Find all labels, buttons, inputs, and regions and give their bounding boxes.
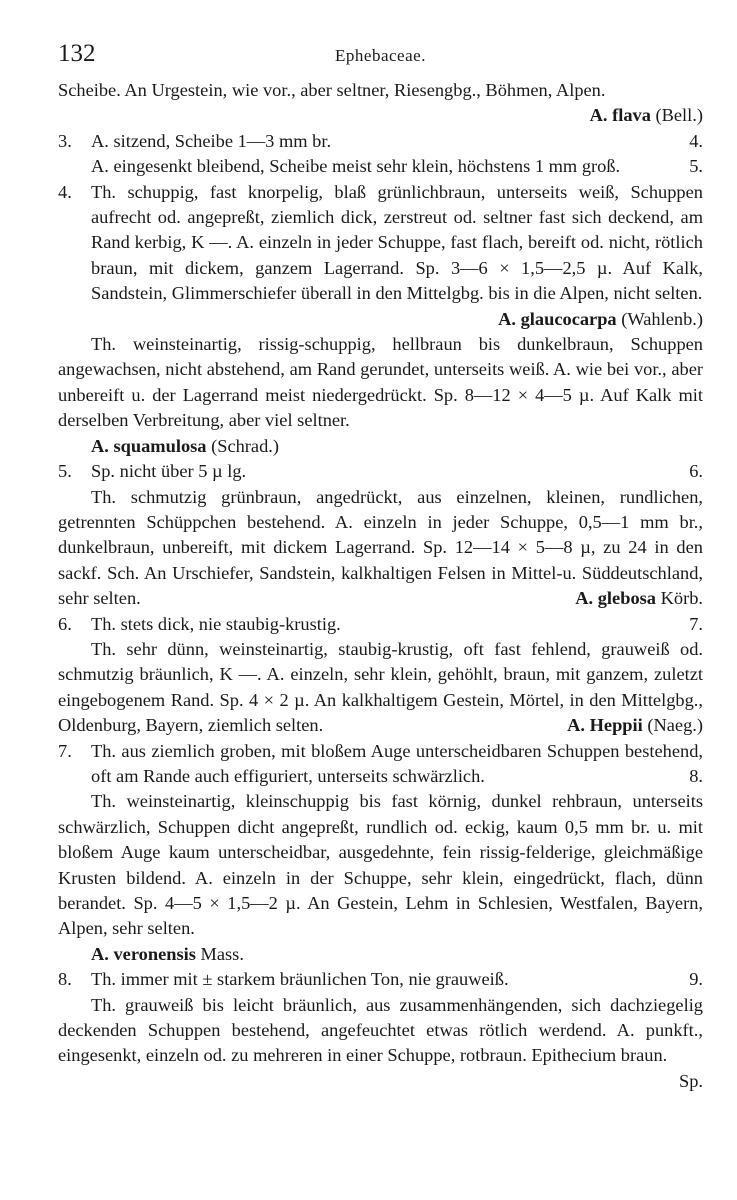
species-name: A. glebosa [575, 588, 656, 609]
key-couplet [91, 459, 703, 484]
key-number: 7. [58, 740, 72, 761]
species-name: A. glaucocarpa [498, 308, 617, 329]
key-couplet [91, 129, 703, 154]
entry-text: Th. schmutzig grünbraun, angedrückt, aus einzelnen, kleinen, rundlichen, getrennten Schüppchen bestehend. A. einzeln in jeder Schuppe, 0,5—1 mm br., dunkelbraun, unbereift, mit dickem Lagerrand. Sp. 12—14 × 5—8 µ, zu 24 in den sackf. Sch. An Urschiefer, Sandstein, kalkhaltigen Felsen in Mittel-u. Süddeutschland, sehr selten. [58, 486, 703, 609]
entry-text: Th. schuppig, fast knorpelig, blaß grünlichbraun, unterseits weiß, Schuppen aufrecht od. angepreßt, ziemlich dick, zerstreut od. seltner fast sich deckend, am Rand kerbig, K —. A. einzeln in jeder Schuppe, fast flach, bereift od. nicht, rötlich braun, mit dickem, ganzem Lagerrand. Sp. 3—6 × 1,5—2,5 µ. Auf Kalk, Sandstein, Glimmerschiefer überall in den Mittelgbg. bis in die Alpen, nicht selten. [91, 181, 703, 304]
species-author: (Naeg.) [642, 715, 703, 736]
key-reference: 9. [689, 969, 703, 990]
key-entry [58, 459, 703, 484]
key-reference: 4. [689, 130, 703, 151]
key-couplet [91, 967, 703, 992]
key-number: 3. [58, 130, 72, 151]
key-couplet [91, 612, 703, 637]
key-reference: 8. [689, 765, 703, 786]
species-author: (Schrad.) [206, 435, 280, 456]
species-author: (Bell.) [650, 105, 703, 126]
entry-text: A. eingesenkt bleibend, Scheibe meist sehr klein, höchstens 1 mm groß. [91, 156, 621, 177]
species-author: Körb. [656, 588, 703, 609]
key-entry [58, 789, 703, 967]
key-text [58, 78, 703, 1094]
key-couplet [91, 739, 703, 790]
entry-text: Th. stets dick, nie staubig-krustig. [91, 613, 341, 634]
species-name: A. flava [589, 105, 651, 126]
key-entry [58, 78, 703, 129]
species-author: (Wahlenb.) [616, 308, 703, 329]
species-name: A. Heppii [567, 715, 643, 736]
key-number: 8. [58, 969, 72, 990]
species-citation [484, 307, 703, 332]
entry-text: Th. sehr dünn, weinsteinartig, staubig-krustig, oft fast fehlend, grauweiß od. schmutzig bräunlich, K —. A. einzeln, sehr klein, gehöhlt, braun, mit ganzem, zuletzt eingebogenem Rand. Sp. 4 × 2 µ. An kalkhaltigem Gestein, Mörtel, in den Mittelgbg., Oldenburg, Bayern, ziemlich selten. [58, 638, 703, 736]
species-author: Mass. [195, 943, 244, 964]
species-citation [528, 586, 703, 611]
key-reference: 7. [689, 613, 703, 634]
key-entry [58, 485, 703, 612]
species-citation [520, 713, 703, 738]
key-number: 4. [58, 181, 72, 202]
key-reference: Sp. [678, 1070, 703, 1091]
key-number: 6. [58, 613, 72, 634]
key-entry [58, 612, 703, 637]
key-number: 5. [58, 461, 72, 482]
entry-text: Th. weinsteinartig, kleinschuppig bis fast körnig, dunkel rehbraun, unterseits schwärzlich, Schuppen dicht angepreßt, rundlich od. eckig, kaum 0,5 mm br. u. mit bloßem Auge kaum unterscheidbar, ausgedehnte, fein rissig-felderige, gleichmäßige Krusten bildend. A. einzeln in der Schuppe, sehr klein, eingedrückt, flach, dünn berandet. Sp. 4—5 × 1,5—2 µ. An Gestein, Lehm in Schlesien, Westfalen, Bayern, Alpen, sehr selten. [58, 791, 703, 939]
key-entry [58, 739, 703, 790]
key-entry [58, 180, 703, 332]
species-citation [576, 103, 703, 128]
entry-text: Th. weinsteinartig, rissig-schuppig, hellbraun bis dunkelbraun, Schuppen angewachsen, nicht abstehend, am Rand gerundet, unterseits weiß. A. wie bei vor., aber unbereift u. der Lagerrand meist niedergedrückt. Sp. 8—12 × 4—5 µ. Auf Kalk mit derselben Verbreitung, aber viel seltner. [58, 334, 703, 431]
key-entry [58, 967, 703, 992]
species-name: A. veronensis [91, 943, 196, 964]
entry-text: A. sitzend, Scheibe 1—3 mm br. [91, 130, 332, 151]
key-reference: 5. [689, 156, 703, 177]
species-citation [58, 942, 703, 967]
key-entry [58, 154, 703, 179]
entry-text: Th. aus ziemlich groben, mit bloßem Auge unterscheidbaren Schuppen bestehend, oft am Rande auch effiguriert, unterseits schwärzlich. [91, 740, 703, 786]
key-entry [58, 332, 703, 459]
running-head: Ephebaceae. [335, 46, 426, 65]
page-header [58, 40, 703, 74]
key-entry [58, 993, 703, 1095]
species-name: A. squamulosa [91, 435, 207, 456]
entry-text: Scheibe. An Urgestein, wie vor., aber seltner, Riesengbg., Böhmen, Alpen. [58, 80, 606, 100]
species-citation [58, 434, 703, 459]
entry-text: Sp. nicht über 5 µ lg. [91, 461, 247, 482]
key-entry [58, 637, 703, 739]
key-entry [58, 129, 703, 154]
entry-text: Th. immer mit ± starkem bräunlichen Ton, nie grauweiß. [91, 969, 509, 990]
entry-text: Th. grauweiß bis leicht bräunlich, aus zusammenhängenden, sich dachziegelig deckenden Schuppen bestehend, angefeuchtet etwas rötlich werdend. A. punkft., eingesenkt, einzeln od. zu mehreren in einer Schuppe, rotbraun. Epithecium braun. [58, 994, 703, 1066]
page-number: 132 [58, 40, 96, 67]
key-couplet [91, 180, 703, 332]
key-reference: 6. [689, 461, 703, 482]
